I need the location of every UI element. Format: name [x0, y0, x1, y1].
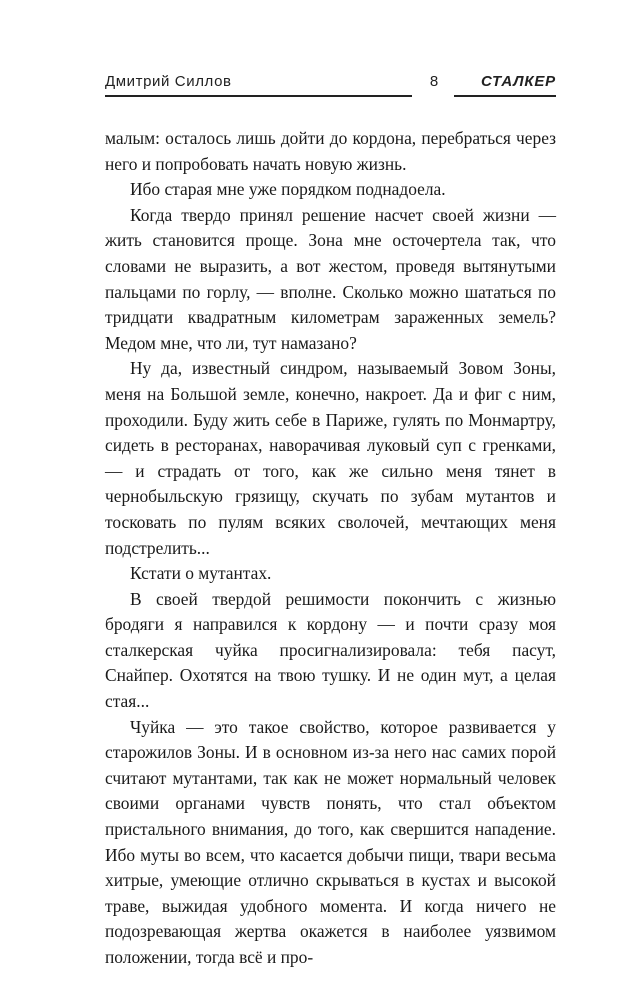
author-name: Дмитрий Силлов: [105, 73, 232, 90]
series-title: СТАЛКЕР: [480, 73, 556, 90]
header-rule-left: [105, 95, 412, 97]
header-rule-right: [454, 95, 556, 97]
paragraph: Чуйка — это такое свойство, которое развивается у старожилов Зоны. И в основном из-за него нас самих порой считают мутантами, так как не может нормальный человек своими органами чувств понять, что стал объектом пристального внимания, до того, как свершится нападение. Ибо муты во всем, что касается добычи пищи, твари весьма хитрые, умеющие отлично скрываться в кустах и высокой траве, выжидая удобного момента. И когда ничего не подозревающая жертва окажется в наиболее уязвимом положении, тогда всё и про-: [105, 716, 556, 967]
paragraph: Ибо старая мне уже порядком поднадоела.: [130, 179, 446, 200]
paragraph: Ну да, известный синдром, называемый Зовом Зоны, меня на Большой земле, конечно, накроет. Да и фиг с ним, проходили. Буду жить себе в Париже, гулять по Монмартру, сидеть в ресторанах, наворачивая луковый суп с гренками, — и страдать от того, как же сильно меня тянет в чернобыльскую грязищу, скучать по зубам мутантов и тосковать по пулям всяких сволочей, мечтающих меня подстрелить...: [105, 358, 556, 558]
body-text: [105, 126, 556, 971]
paragraph: малым: осталось лишь дойти до кордона, перебраться через него и попробовать начать новую жизнь.: [105, 128, 556, 174]
running-header: [105, 73, 556, 99]
paragraph: В своей твердой решимости покончить с жизнью бродяги я направился к кордону — и почти сразу моя сталкерская чуйка просигнализировала: тебя пасут, Снайпер. Охотятся на твою тушку. И не один мут, а целая стая...: [105, 588, 556, 712]
paragraph: Когда твердо принял решение насчет своей жизни — жить становится проще. Зона мне осточертела так, что словами не выразить, а вот жестом, проведя вытянутыми пальцами по горлу, — вполне. Сколько можно шататься по тридцати квадратным километрам зараженных земель? Медом мне, что ли, тут намазано?: [105, 204, 556, 353]
paragraph: Кстати о мутантах.: [130, 563, 272, 584]
page-number: 8: [429, 73, 439, 90]
